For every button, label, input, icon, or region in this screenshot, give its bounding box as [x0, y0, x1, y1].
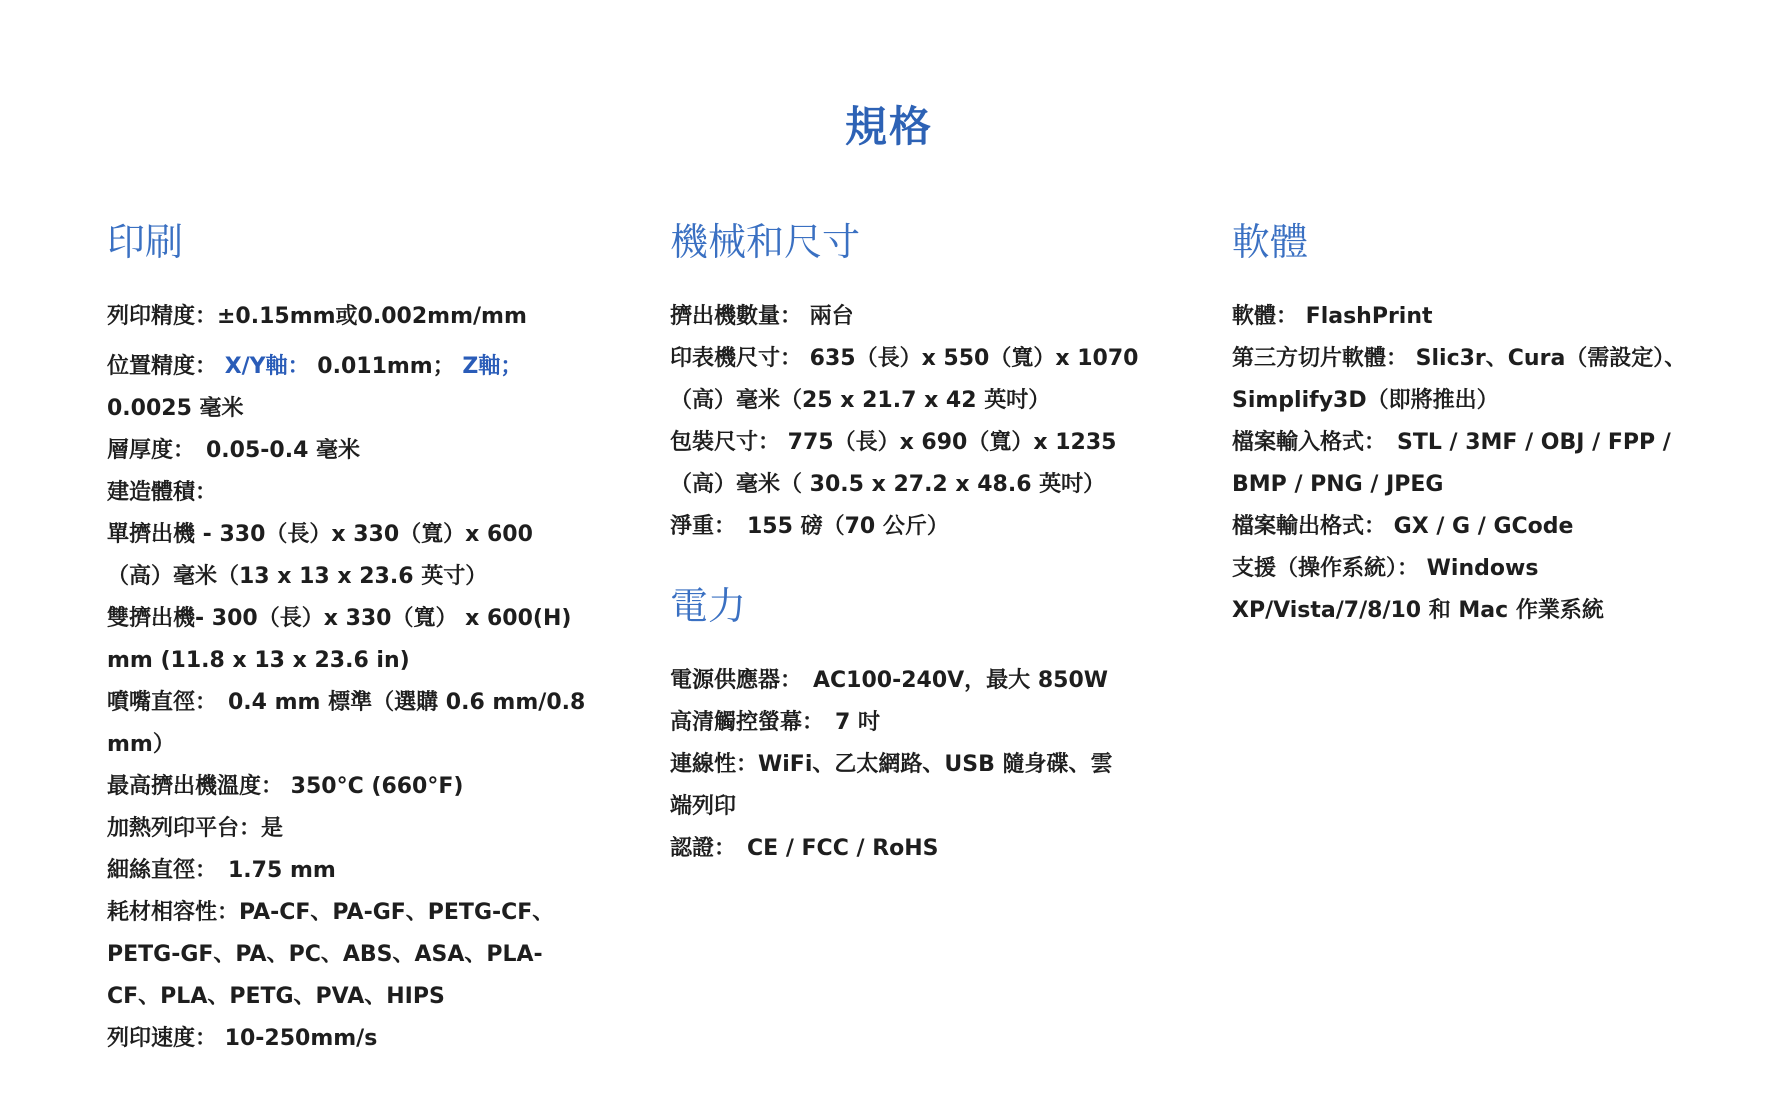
spec-line: mm） — [107, 732, 175, 757]
spec-layer-thickness: 層厚度： 0.05-0.4 毫米 — [107, 438, 361, 463]
spec-line: 單擠出機 - 330（長）x 330（寬）x 600 — [107, 522, 533, 547]
spec-line: mm (11.8 x 13 x 23.6 in) — [107, 648, 410, 673]
spec-line: 雙擠出機- 300（長）x 330（寬） x 600(H) — [107, 606, 572, 631]
spec-line: CF、PLA、PETG、PVA、HIPS — [107, 984, 445, 1009]
spec-build-volume: 建造體積： — [107, 480, 218, 505]
spec-print-speed: 列印速度： 10-250mm/s — [107, 1026, 378, 1051]
power-spec-list — [670, 660, 1170, 870]
spec-print-accuracy: 列印精度：±0.15mm或0.002mm/mm — [107, 304, 527, 329]
z-axis-label: Z軸； — [462, 354, 523, 379]
software-heading: 軟體 — [1232, 220, 1309, 264]
software-spec-list — [1232, 296, 1732, 632]
mechanical-section — [670, 216, 1170, 870]
mechanical-spec-list — [670, 296, 1170, 548]
spec-line: 0.0025 毫米 — [107, 396, 244, 421]
spec-extruder-count: 擠出機數量： 兩台 — [670, 304, 854, 329]
spec-line: Simplify3D（即將推出） — [1232, 388, 1499, 413]
spec-label: 位置精度： — [107, 354, 218, 379]
spec-max-extruder-temp: 最高擠出機溫度： 350°C (660°F) — [107, 774, 464, 799]
spec-third-party-slicer: 第三方切片軟體： Slic3r、Cura（需設定）、 — [1232, 346, 1687, 371]
spec-line: （高）毫米（25 x 21.7 x 42 英吋） — [670, 388, 1051, 413]
spec-position-accuracy — [107, 346, 607, 388]
spec-filament-compatibility: 耗材相容性：PA-CF、PA-GF、PETG-CF、 — [107, 900, 555, 925]
printing-section — [107, 216, 607, 1060]
spec-power-supply: 電源供應器： AC100-240V，最大 850W — [670, 668, 1109, 693]
spec-line: PETG-GF、PA、PC、ABS、ASA、PLA- — [107, 942, 543, 967]
xy-axis-value: 0.011mm； — [317, 354, 455, 379]
spec-line: （高）毫米（13 x 13 x 23.6 英寸） — [107, 564, 488, 589]
page-title: 規格 — [844, 102, 933, 152]
spec-nozzle-diameter: 噴嘴直徑： 0.4 mm 標準（選購 0.6 mm/0.8 — [107, 690, 586, 715]
printing-heading: 印刷 — [107, 220, 184, 264]
spec-line: （高）毫米（ 30.5 x 27.2 x 48.6 英吋） — [670, 472, 1106, 497]
spec-line: BMP / PNG / JPEG — [1232, 472, 1444, 497]
mechanical-heading: 機械和尺寸 — [670, 220, 861, 264]
spec-heated-bed: 加熱列印平台：是 — [107, 816, 284, 841]
xy-axis-label: X/Y軸： — [224, 354, 310, 379]
spec-net-weight: 淨重： 155 磅（70 公斤） — [670, 514, 949, 539]
software-section — [1232, 216, 1732, 632]
spec-package-dimensions: 包裝尺寸： 775（長）x 690（寬）x 1235 — [670, 430, 1117, 455]
spec-output-formats: 檔案輸出格式： GX / G / GCode — [1232, 514, 1574, 539]
spec-certification: 認證： CE / FCC / RoHS — [670, 836, 939, 861]
spec-supported-os: 支援（操作系統）： Windows — [1232, 556, 1539, 581]
power-heading: 電力 — [670, 584, 747, 628]
printing-spec-list — [107, 296, 607, 1060]
spec-software: 軟體： FlashPrint — [1232, 304, 1433, 329]
spec-connectivity: 連線性：WiFi、乙太網路、USB 隨身碟、雲 — [670, 752, 1113, 777]
spec-input-formats: 檔案輸入格式： STL / 3MF / OBJ / FPP / — [1232, 430, 1671, 455]
spec-touchscreen: 高清觸控螢幕： 7 吋 — [670, 710, 880, 735]
spec-printer-dimensions: 印表機尺寸： 635（長）x 550（寬）x 1070 — [670, 346, 1139, 371]
spec-line: XP/Vista/7/8/10 和 Mac 作業系統 — [1232, 598, 1604, 623]
spec-line: 端列印 — [670, 794, 737, 819]
spec-filament-diameter: 細絲直徑： 1.75 mm — [107, 858, 336, 883]
